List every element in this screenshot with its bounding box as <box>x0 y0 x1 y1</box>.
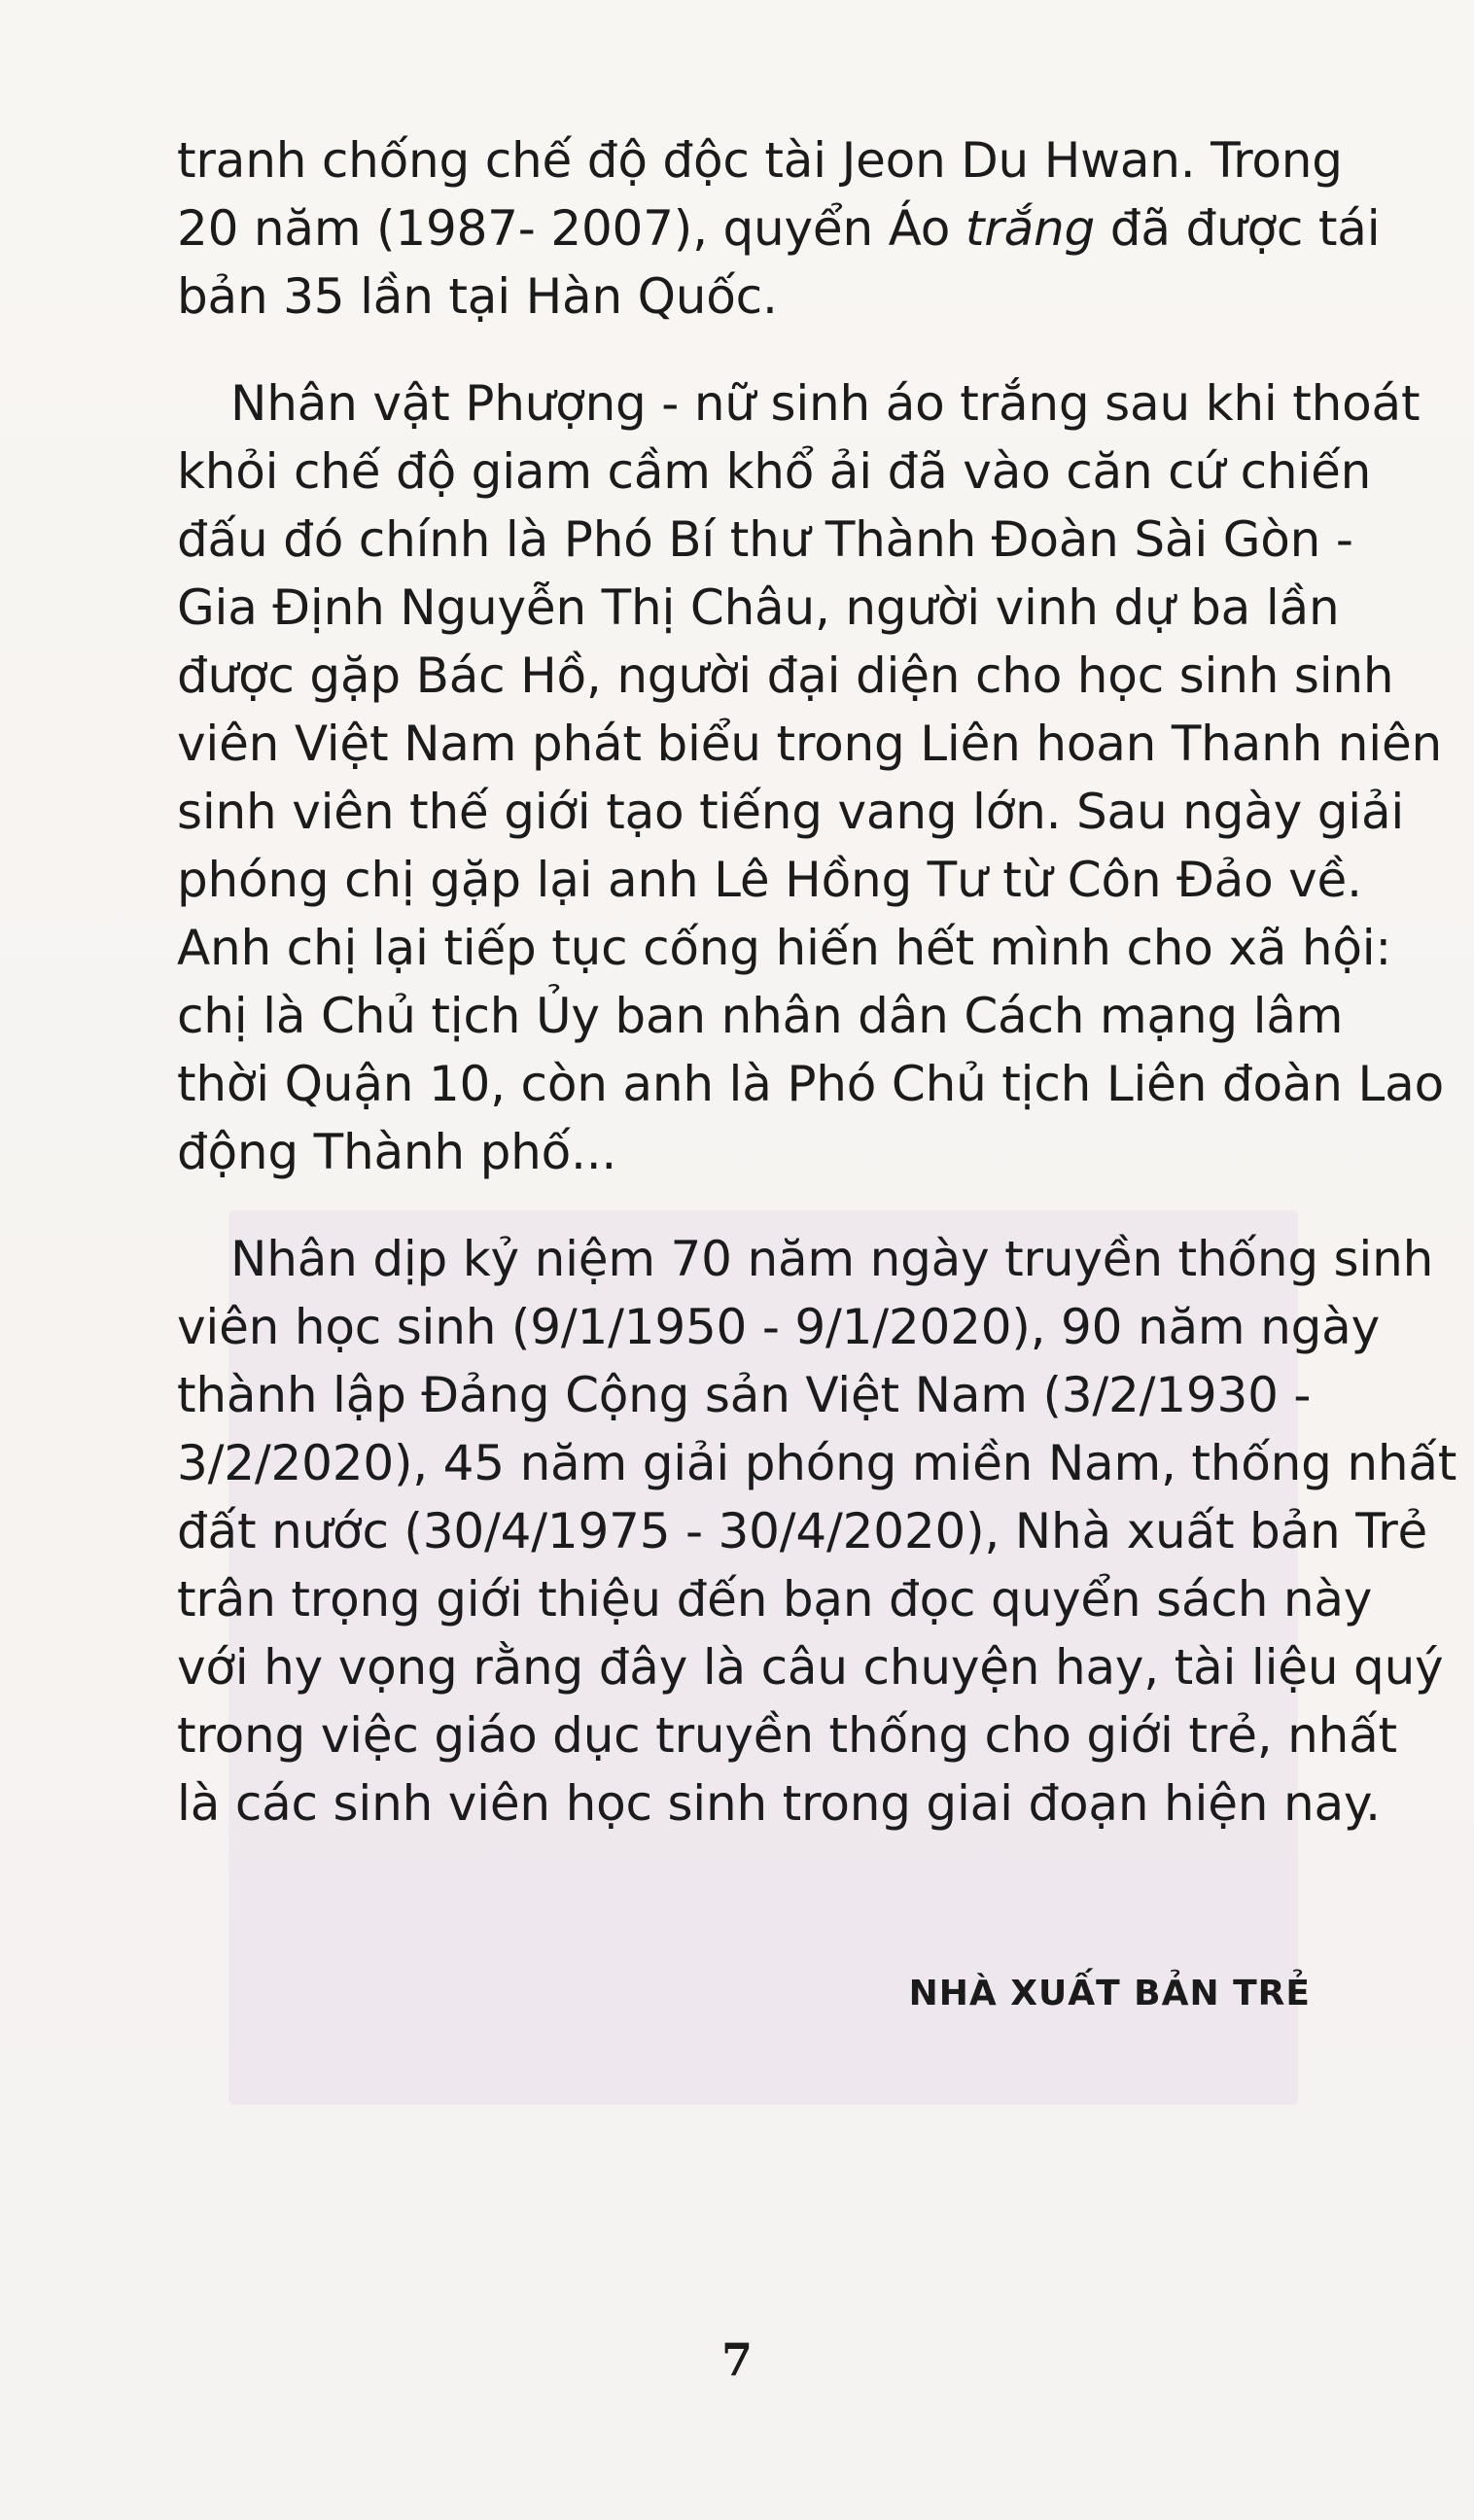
text-line: đấu đó chính là Phó Bí thư Thành Đoàn Sài Gòn - <box>177 511 1353 568</box>
text-line: 3/2/2020), 45 năm giải phóng miền Nam, thống nhất <box>177 1435 1457 1491</box>
text-line: Nhân vật Phượng - nữ sinh áo trắng sau khi thoát <box>230 375 1421 432</box>
text-line: trân trọng giới thiệu đến bạn đọc quyển sách này <box>177 1571 1373 1628</box>
text-line: khỏi chế độ giam cầm khổ ải đã vào căn cứ chiến <box>177 443 1372 500</box>
text-line: được gặp Bác Hồ, người đại diện cho học sinh sinh <box>177 648 1394 704</box>
publisher-signature: NHÀ XUẤT BẢN TRẺ <box>908 1974 1311 2013</box>
text-line-with-italic: 20 năm (1987- 2007), quyển Áo trắng đã được tái <box>177 200 1381 257</box>
text-line: viên Việt Nam phát biểu trong Liên hoan Thanh niên <box>177 716 1443 772</box>
text-line: Gia Định Nguyễn Thị Châu, người vinh dự ba lần <box>177 579 1340 636</box>
text-line: bản 35 lần tại Hàn Quốc. <box>177 268 778 325</box>
italic-title-word: trắng <box>965 200 1096 257</box>
text-line: với hy vọng rằng đây là câu chuyện hay, tài liệu quý <box>177 1639 1444 1696</box>
body-text <box>177 126 1457 1876</box>
paragraph-3 <box>177 1225 1457 1838</box>
paragraph-1 <box>177 126 1381 331</box>
text-line: sinh viên thế giới tạo tiếng vang lớn. Sau ngày giải <box>177 784 1405 840</box>
text-line: Nhân dịp kỷ niệm 70 năm ngày truyền thống sinh <box>230 1231 1434 1287</box>
text-line: Anh chị lại tiếp tục cống hiến hết mình cho xã hội: <box>177 920 1392 976</box>
text-line: trong việc giáo dục truyền thống cho giới trẻ, nhất <box>177 1707 1397 1764</box>
text-line: thời Quận 10, còn anh là Phó Chủ tịch Liên đoàn Lao <box>177 1056 1444 1112</box>
text-line: viên học sinh (9/1/1950 - 9/1/2020), 90 năm ngày <box>177 1299 1380 1355</box>
text-line: tranh chống chế độ độc tài Jeon Du Hwan. Trong <box>177 132 1343 189</box>
paragraph-2 <box>177 369 1444 1186</box>
text-line: phóng chị gặp lại anh Lê Hồng Tư từ Côn Đảo về. <box>177 852 1362 908</box>
text-line: chị là Chủ tịch Ủy ban nhân dân Cách mạng lâm <box>177 988 1344 1044</box>
text-line: đất nước (30/4/1975 - 30/4/2020), Nhà xuất bản Trẻ <box>177 1503 1428 1559</box>
text-line: động Thành phố... <box>177 1124 617 1180</box>
page-number: 7 <box>720 2333 753 2386</box>
text-line: thành lập Đảng Cộng sản Việt Nam (3/2/1930 - <box>177 1367 1312 1423</box>
text-line: là các sinh viên học sinh trong giai đoạn hiện nay. <box>177 1775 1381 1832</box>
